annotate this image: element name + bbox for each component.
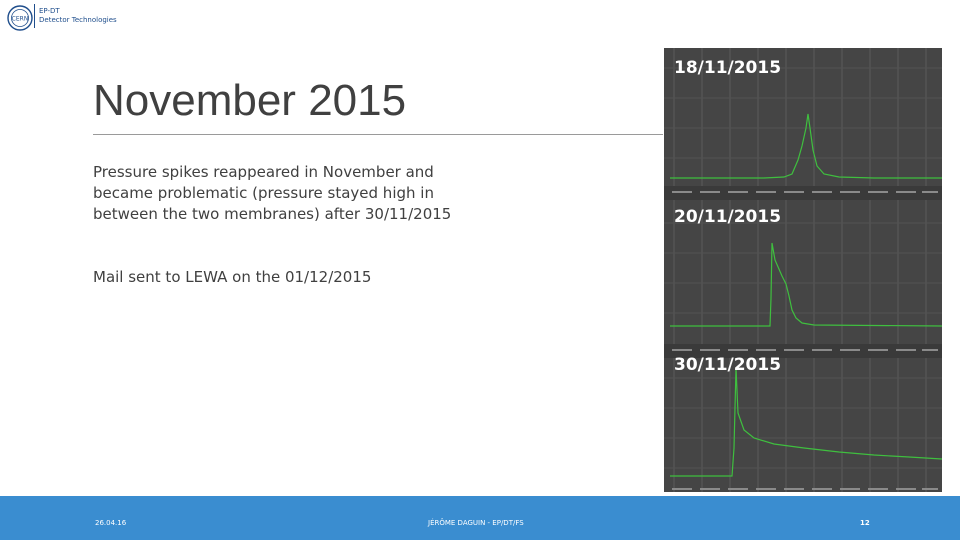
- logo-text: [39, 7, 117, 25]
- pressure-plots-image: [664, 48, 942, 492]
- title-underline: [93, 134, 663, 135]
- plot-label-30-11-2015: 30/11/2015: [674, 355, 782, 375]
- footer-bar: [0, 496, 960, 540]
- trace-30-11-2015: [670, 368, 942, 476]
- logo-line-2: Detector Technologies: [39, 16, 117, 24]
- trace-20-11-2015: [670, 243, 942, 326]
- logo-line-1: EP-DT: [39, 7, 60, 15]
- paragraph-mail-sent: Mail sent to LEWA on the 01/12/2015: [93, 268, 372, 286]
- pressure-plots-panel: [664, 48, 942, 492]
- plot-label-18-11-2015: 18/11/2015: [674, 58, 782, 78]
- slide-title: November 2015: [93, 76, 407, 125]
- logo-divider: [34, 4, 35, 28]
- svg-text:CERN: CERN: [11, 15, 29, 23]
- footer-author: JÉRÔME DAGUIN - EP/DT/FS: [428, 519, 524, 527]
- plot-label-20-11-2015: 20/11/2015: [674, 207, 782, 227]
- slide-body: [93, 162, 473, 288]
- paragraph-pressure-spikes: Pressure spikes reappeared in November and became problematic (pressure stayed high in between the two membranes) after 30/11/2015: [93, 163, 452, 223]
- trace-18-11-2015: [670, 114, 942, 178]
- footer-date: 26.04.16: [95, 519, 127, 527]
- footer-page-number: 12: [860, 519, 870, 527]
